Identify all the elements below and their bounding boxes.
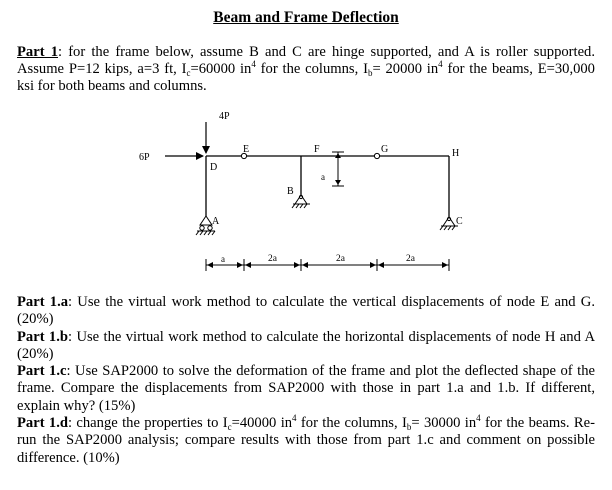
part-1d-sub-b: b <box>406 422 412 433</box>
part-1b-text: : Use the virtual work method to calculate the horizontal displacements of node H and A (20%) <box>17 328 595 362</box>
frame-members <box>206 156 449 217</box>
dim-label-2a-2: 2a <box>336 254 345 264</box>
dim-label-2a-3: 2a <box>406 254 415 264</box>
part-1b <box>17 329 595 364</box>
node-label-g: G <box>381 144 389 155</box>
part1-sup-1: 4 <box>251 59 256 69</box>
part1-sup-2: 4 <box>438 59 443 69</box>
load-6p-label: 6P <box>139 152 150 163</box>
part1-label: Part 1 <box>17 44 58 60</box>
part-1d-text-b: =40000 in <box>231 415 293 432</box>
page-title: Beam and Frame Deflection <box>213 9 399 26</box>
load-4p-label: 4P <box>219 111 230 122</box>
part-1c <box>17 363 595 415</box>
dim-label-a: a <box>221 254 225 264</box>
node-label-h: H <box>452 148 460 159</box>
part-1b-label: Part 1.b <box>17 328 68 345</box>
part-1c-text: : Use SAP2000 to solve the deformation of the frame and plot the deflected shape of the frame. Compare the displacements from SAP2000 with those in part 1.a and 1.b. If different, explain why? (15%) <box>17 363 595 414</box>
part-1d <box>17 415 595 467</box>
part1-sub-b: b <box>367 68 373 78</box>
node-label-b: B <box>287 186 294 197</box>
part1-paragraph <box>17 44 595 95</box>
part-1d-sup-1: 4 <box>292 413 297 424</box>
part-1d-sup-2: 4 <box>476 413 481 424</box>
frame-diagram <box>0 108 612 288</box>
dim-label-2a-1: 2a <box>268 254 277 264</box>
node-label-a: A <box>212 216 220 227</box>
node-label-e: E <box>243 144 250 155</box>
part1-text-b: =60000 in <box>190 61 252 77</box>
part-1a <box>17 294 595 329</box>
node-label-d: D <box>210 162 218 173</box>
part-1d-text-a: : change the properties to I <box>67 415 228 432</box>
part-1d-text-c: for the columns, I <box>296 415 407 432</box>
node-label-c: C <box>456 216 463 227</box>
part1-text-c: for the columns, I <box>255 61 368 77</box>
part-1d-sub-c: c <box>227 422 232 433</box>
node-label-f: F <box>314 144 320 155</box>
parts-list <box>17 294 595 467</box>
part-1a-text: : Use the virtual work method to calculate the vertical displacements of node E and G. (20%) <box>17 294 595 328</box>
part1-text-e: for the beams, E=30,000 ksi for both beams and columns. <box>17 61 595 94</box>
dim-a-vertical-label: a <box>321 172 325 182</box>
support-b-hinge <box>292 195 310 208</box>
part-1d-text-d: = 30000 in <box>411 415 477 432</box>
dim-a-arrowhead-down <box>335 180 341 185</box>
hinge-g <box>374 153 379 158</box>
part-1a-label: Part 1.a <box>17 294 69 310</box>
part-1c-label: Part 1.c <box>17 363 67 380</box>
part-1d-text-e: for the beams. Re-run the SAP2000 analysis; compare results with those from part 1.c and comment on possible difference. (10%) <box>17 415 595 466</box>
part1-text-d: = 20000 in <box>372 61 439 77</box>
part1-text-a: : for the frame below, assume B and C are hinge supported, and A is roller supported. Assume P=12 kips, a=3 ft, I <box>17 44 596 77</box>
part-1d-label: Part 1.d <box>17 415 68 432</box>
part1-sub-c: c <box>186 68 191 78</box>
